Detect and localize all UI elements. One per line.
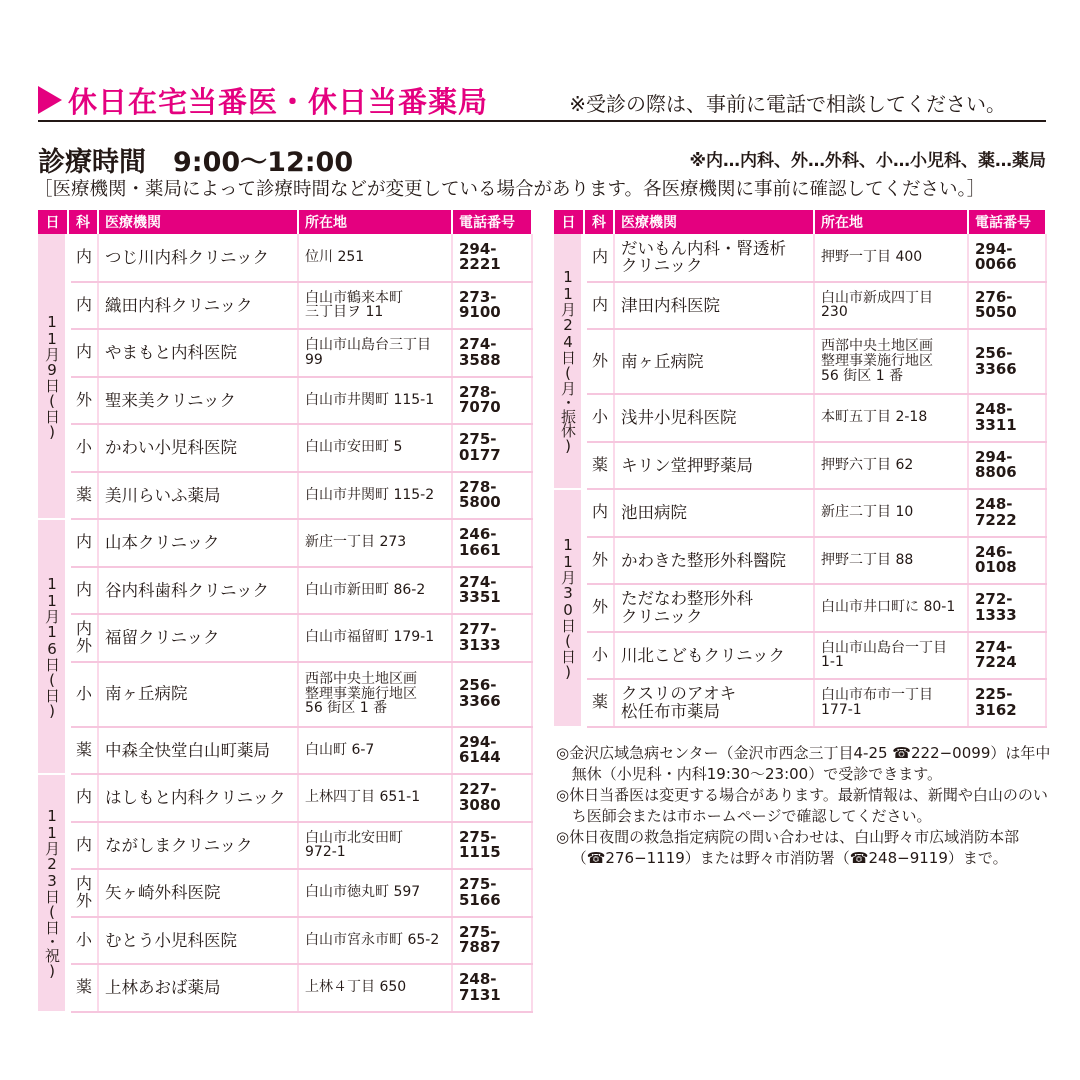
col-date-header: 日: [38, 210, 68, 234]
phone-number: [968, 394, 1046, 442]
phone-number-text: 227-3080: [459, 780, 501, 814]
table-header-row: [554, 210, 1046, 234]
facility-address: [298, 964, 452, 1012]
date-label: 11月24日(月・振休): [559, 268, 577, 454]
facility-address: [814, 537, 968, 585]
facility-address: [814, 679, 968, 727]
facility-name: [614, 234, 814, 282]
facility-name-text: 川北こどもクリニック: [621, 645, 786, 665]
left-schedule-table: [38, 210, 533, 1013]
facility-name: [614, 442, 814, 490]
phone-number: [968, 329, 1046, 394]
facility-address-text: 押野六丁目 62: [821, 456, 914, 473]
facility-address: [298, 329, 452, 377]
facility-address-text: 本町五丁目 2-18: [821, 409, 928, 426]
phone-number-text: 277-3133: [459, 620, 501, 654]
phone-number: [452, 282, 532, 330]
facility-name: [614, 394, 814, 442]
phone-number: [452, 472, 532, 520]
table-row: [38, 774, 532, 822]
table-row: [38, 282, 532, 330]
facility-address: [298, 234, 452, 282]
facility-address-text: 白山町 6-7: [305, 741, 375, 758]
phone-number-text: 256-3366: [975, 343, 1017, 378]
section-header: [38, 80, 1046, 120]
department-cell-text: 小: [75, 929, 92, 949]
department-cell-text: 内: [591, 294, 608, 314]
date-cell: [38, 519, 68, 774]
department-cell-text: 外: [591, 597, 608, 617]
phone-number: [452, 614, 532, 662]
table-row: [554, 679, 1046, 727]
department-cell: [584, 489, 614, 537]
page-title: 休日在宅当番医・休日当番薬局: [68, 85, 489, 119]
date-cell: [554, 234, 584, 489]
department-cell-text: 薬: [75, 977, 92, 997]
facility-address-text: 白山市新田町 86-2: [305, 581, 426, 598]
facility-name: [98, 869, 298, 917]
facility-address: [814, 394, 968, 442]
facility-name: [98, 822, 298, 870]
table-row: [38, 329, 532, 377]
department-cell-text: 薬: [75, 739, 92, 759]
phone-number-text: 248-3311: [975, 400, 1017, 434]
facility-address-text: 西部中央土地区画 整理事業施行地区 56 街区 1 番: [305, 670, 417, 717]
facility-address-text: 上林四丁目 651-1: [305, 789, 421, 806]
col-addr-header: 所在地: [814, 210, 968, 234]
phone-number: [452, 822, 532, 870]
phone-number-text: 275-1115: [459, 827, 501, 862]
facility-address: [298, 377, 452, 425]
facility-name: [98, 424, 298, 472]
table-row: [554, 282, 1046, 330]
facility-address-text: 白山市井関町 115-2: [305, 486, 435, 503]
department-cell: [68, 519, 98, 567]
facility-name: [98, 329, 298, 377]
facility-address-text: 白山市福留町 179-1: [305, 629, 435, 646]
triangle-marker-icon: [38, 86, 62, 114]
department-cell-text: 薬: [591, 692, 608, 712]
facility-name: [614, 584, 814, 632]
phone-number-text: 246-0108: [975, 542, 1017, 577]
facility-address: [814, 489, 968, 537]
col-dept-header: 科: [68, 210, 98, 234]
facility-name-text: ただなわ整形外科 クリニック: [621, 589, 753, 626]
facility-address: [814, 632, 968, 680]
phone-number-text: 274-3351: [459, 572, 501, 607]
footer-notes: [556, 743, 1051, 869]
facility-address: [814, 442, 968, 490]
facility-address-text: 上林４丁目 650: [305, 979, 407, 996]
department-cell: [68, 822, 98, 870]
phone-number: [452, 377, 532, 425]
phone-number-text: 256-3366: [459, 676, 501, 710]
department-cell: [68, 472, 98, 520]
facility-name-text: 池田病院: [621, 503, 687, 523]
department-cell-text: 外: [75, 389, 92, 409]
department-cell-text: 内: [75, 246, 92, 266]
phone-number-text: 294-6144: [459, 732, 501, 767]
department-cell: [68, 727, 98, 775]
department-cell-text: 内: [75, 787, 92, 807]
table-row: [38, 822, 532, 870]
facility-address-text: 押野一丁目 400: [821, 248, 923, 265]
facility-name-text: むとう小児科医院: [105, 930, 237, 950]
department-cell-text: 内: [75, 834, 92, 854]
consult-note: ※受診の際は、事前に電話で相談してください。: [569, 92, 1006, 116]
date-label: 11月16日(日): [43, 574, 61, 719]
phone-number-text: 274-3588: [459, 335, 501, 369]
phone-number-text: 248-7222: [975, 495, 1017, 529]
department-cell-text: 内外: [75, 618, 92, 655]
table-row: [38, 424, 532, 472]
facility-address: [814, 584, 968, 632]
facility-name-text: 福留クリニック: [105, 628, 220, 648]
table-row: [38, 234, 532, 282]
department-cell-text: 小: [591, 644, 608, 664]
facility-address: [298, 774, 452, 822]
facility-address-text: 白山市山島台一丁目 1-1: [821, 639, 947, 671]
table-row: [38, 662, 532, 727]
facility-name: [98, 964, 298, 1012]
department-cell-text: 内: [591, 246, 608, 266]
facility-address: [298, 869, 452, 917]
department-cell: [68, 869, 98, 917]
facility-name-text: かわきた整形外科醫院: [621, 550, 786, 570]
facility-address-text: 白山市山島台三丁目 99: [305, 337, 431, 368]
facility-address-text: 白山市宮永市町 65-2: [305, 931, 440, 948]
table-row: [38, 614, 532, 662]
phone-number: [452, 234, 532, 282]
phone-number-text: 294-8806: [975, 447, 1017, 482]
department-cell-text: 外: [591, 549, 608, 569]
facility-address-text: 白山市北安田町 972-1: [305, 829, 403, 861]
phone-number: [452, 329, 532, 377]
col-tel-header: 電話番号: [968, 210, 1046, 234]
phone-number-text: 273-9100: [459, 287, 501, 322]
table-row: [38, 727, 532, 775]
schedule-notice: ［医療機関・薬局によって診療時間などが変更している場合があります。各医療機関に事前に確認してください。］: [34, 179, 986, 200]
department-cell: [584, 442, 614, 490]
department-cell: [584, 584, 614, 632]
department-cell: [68, 282, 98, 330]
facility-address: [298, 282, 452, 330]
table-row: [38, 519, 532, 567]
phone-number-text: 278-5800: [459, 477, 501, 512]
table-row: [554, 394, 1046, 442]
phone-number: [968, 234, 1046, 282]
department-cell: [584, 234, 614, 282]
col-tel-header: 電話番号: [452, 210, 532, 234]
date-cell: [38, 234, 68, 519]
phone-number: [968, 489, 1046, 537]
department-cell-text: 内: [591, 502, 608, 522]
department-cell-text: 内外: [75, 873, 92, 910]
facility-address: [298, 424, 452, 472]
facility-address-text: 押野二丁目 88: [821, 551, 914, 568]
facility-name-text: 上林あおば薬局: [105, 978, 221, 998]
facility-name: [614, 632, 814, 680]
facility-name: [98, 282, 298, 330]
table-row: [554, 442, 1046, 490]
phone-number: [452, 662, 532, 727]
phone-number-text: 272-1333: [975, 590, 1017, 624]
department-cell: [68, 614, 98, 662]
department-cell: [68, 964, 98, 1012]
department-cell-text: 小: [75, 437, 92, 457]
footer-note: ◎休日夜間の救急指定病院の問い合わせは、白山野々市広域消防本部（☎276−1119）または野々市消防署（☎248−9119）まで。: [556, 828, 1020, 867]
table-row: [554, 584, 1046, 632]
facility-name: [98, 234, 298, 282]
facility-name: [614, 537, 814, 585]
table-row: [38, 377, 532, 425]
facility-address-text: 西部中央土地区画 整理事業施行地区 56 街区 1 番: [821, 338, 933, 384]
footer-note: ◎休日当番医は変更する場合があります。最新情報は、新聞や白山ののいち医師会または市ホームページで確認してください。: [556, 786, 1048, 825]
facility-name-text: ながしまクリニック: [105, 835, 253, 855]
facility-name: [98, 727, 298, 775]
facility-name: [98, 377, 298, 425]
phone-number-text: 275-0177: [459, 430, 501, 464]
date-label: 11月23日(日・祝): [43, 806, 61, 979]
department-cell: [68, 424, 98, 472]
table-row: [38, 567, 532, 615]
phone-number: [452, 424, 532, 472]
facility-name: [98, 774, 298, 822]
col-date-header: 日: [554, 210, 584, 234]
department-cell: [68, 567, 98, 615]
table-row: [38, 472, 532, 520]
department-cell: [584, 394, 614, 442]
facility-address: [298, 519, 452, 567]
facility-name-text: かわい小児科医院: [105, 438, 237, 458]
date-label: 11月30日(日): [559, 535, 577, 680]
department-cell-text: 薬: [75, 484, 92, 504]
department-cell-text: 小: [75, 683, 92, 703]
phone-number: [452, 774, 532, 822]
facility-address: [814, 282, 968, 330]
facility-address: [298, 472, 452, 520]
phone-number-text: 276-5050: [975, 287, 1017, 322]
facility-address-text: 新庄二丁目 10: [821, 504, 914, 521]
facility-name-text: 織田内科クリニック: [105, 295, 253, 315]
phone-number-text: 294-2221: [459, 239, 501, 274]
footer-note: ◎金沢広域急病センター（金沢市西念三丁目4-25 ☎222−0099）は年中無休（小児科・内科19:30〜23:00）で受診できます。: [556, 744, 1051, 783]
table-row: [38, 917, 532, 965]
phone-number-text: 246-1661: [459, 525, 501, 559]
facility-name-text: やまもと内科医院: [105, 343, 237, 363]
divider: [38, 120, 1046, 122]
table-row: [554, 537, 1046, 585]
table-row: [554, 234, 1046, 282]
facility-name-text: 中森全快堂白山町薬局: [105, 740, 270, 760]
facility-name: [614, 679, 814, 727]
facility-name: [98, 567, 298, 615]
facility-name: [98, 519, 298, 567]
phone-number: [452, 567, 532, 615]
phone-number: [452, 727, 532, 775]
table-row: [38, 964, 532, 1012]
department-cell-text: 小: [591, 407, 608, 427]
facility-name-text: 山本クリニック: [105, 533, 220, 553]
facility-name-text: 聖来美クリニック: [105, 390, 237, 410]
facility-name-text: つじ川内科クリニック: [105, 247, 270, 267]
department-cell: [68, 917, 98, 965]
facility-name: [614, 489, 814, 537]
facility-name-text: だいもん内科・腎透析 クリニック: [621, 238, 786, 276]
phone-number: [452, 964, 532, 1012]
phone-number: [452, 917, 532, 965]
table-row: [554, 489, 1046, 537]
phone-number: [968, 632, 1046, 680]
facility-name: [98, 472, 298, 520]
phone-number: [968, 679, 1046, 727]
facility-address: [298, 727, 452, 775]
date-cell: [554, 489, 584, 727]
phone-number: [968, 282, 1046, 330]
department-cell: [584, 537, 614, 585]
department-cell: [68, 329, 98, 377]
facility-address: [298, 917, 452, 965]
table-row: [38, 869, 532, 917]
department-cell-text: 外: [591, 351, 608, 371]
facility-address-text: 白山市安田町 5: [305, 439, 403, 456]
department-cell-text: 薬: [591, 454, 608, 474]
phone-number-text: 225-3162: [975, 685, 1017, 719]
department-cell-text: 内: [75, 342, 92, 362]
facility-address-text: 白山市布市一丁目 177-1: [821, 687, 933, 718]
phone-number-text: 275-5166: [459, 875, 501, 909]
facility-address: [298, 822, 452, 870]
facility-name-text: はしもと内科クリニック: [105, 788, 286, 808]
facility-name-text: 津田内科医院: [621, 295, 720, 315]
facility-name-text: クスリのアオキ 松任布市薬局: [621, 684, 737, 721]
facility-address: [814, 329, 968, 394]
facility-address-text: 白山市新成四丁目 230: [821, 289, 933, 321]
phone-number: [968, 584, 1046, 632]
table-header-row: [38, 210, 532, 234]
facility-name-text: 美川らいふ薬局: [105, 485, 221, 505]
facility-address-text: 位川 251: [305, 248, 365, 265]
department-cell: [584, 679, 614, 727]
date-cell: [38, 774, 68, 1012]
facility-name: [98, 614, 298, 662]
phone-number: [452, 519, 532, 567]
facility-address: [298, 614, 452, 662]
department-cell: [584, 329, 614, 394]
facility-address: [814, 234, 968, 282]
table-row: [554, 632, 1046, 680]
facility-address: [298, 662, 452, 727]
phone-number-text: 275-7887: [459, 922, 501, 957]
col-dept-header: 科: [584, 210, 614, 234]
facility-name: [614, 329, 814, 394]
department-cell: [584, 282, 614, 330]
right-schedule-table: [554, 210, 1047, 728]
facility-name: [98, 917, 298, 965]
facility-address-text: 白山市井口町に 80-1: [821, 599, 956, 616]
phone-number-text: 294-0066: [975, 239, 1017, 274]
facility-name-text: 南ヶ丘病院: [621, 351, 704, 371]
phone-number-text: 248-7131: [459, 970, 501, 1004]
clinic-hours: 診療時間 9:00〜12:00: [38, 147, 354, 178]
department-cell-text: 内: [75, 294, 92, 314]
department-cell-text: 内: [75, 532, 92, 552]
department-legend: ※内…内科、外…外科、小…小児科、薬…薬局: [689, 151, 1046, 171]
facility-name-text: 谷内科歯科クリニック: [105, 580, 270, 600]
department-cell-text: 内: [75, 579, 92, 599]
department-cell: [68, 377, 98, 425]
col-name-header: 医療機関: [614, 210, 814, 234]
date-label: 11月9日(日): [43, 312, 61, 440]
phone-number: [968, 537, 1046, 585]
phone-number: [968, 442, 1046, 490]
facility-name-text: 南ヶ丘病院: [105, 684, 188, 704]
department-cell: [68, 234, 98, 282]
facility-name: [98, 662, 298, 727]
department-cell: [68, 662, 98, 727]
phone-number: [452, 869, 532, 917]
facility-address-text: 新庄一丁目 273: [305, 534, 407, 551]
facility-name-text: 矢ヶ崎外科医院: [105, 883, 221, 903]
table-row: [554, 329, 1046, 394]
department-cell: [584, 632, 614, 680]
department-cell: [68, 774, 98, 822]
col-name-header: 医療機関: [98, 210, 298, 234]
facility-address: [298, 567, 452, 615]
phone-number-text: 274-7224: [975, 637, 1017, 672]
facility-address-text: 白山市鶴来本町 三丁目ヲ 11: [305, 289, 403, 321]
facility-name-text: キリン堂押野薬局: [621, 455, 753, 475]
facility-name: [614, 282, 814, 330]
facility-address-text: 白山市井関町 115-1: [305, 391, 435, 408]
phone-number-text: 278-7070: [459, 382, 501, 417]
col-addr-header: 所在地: [298, 210, 452, 234]
facility-name-text: 浅井小児科医院: [621, 408, 737, 428]
facility-address-text: 白山市徳丸町 597: [305, 884, 421, 901]
